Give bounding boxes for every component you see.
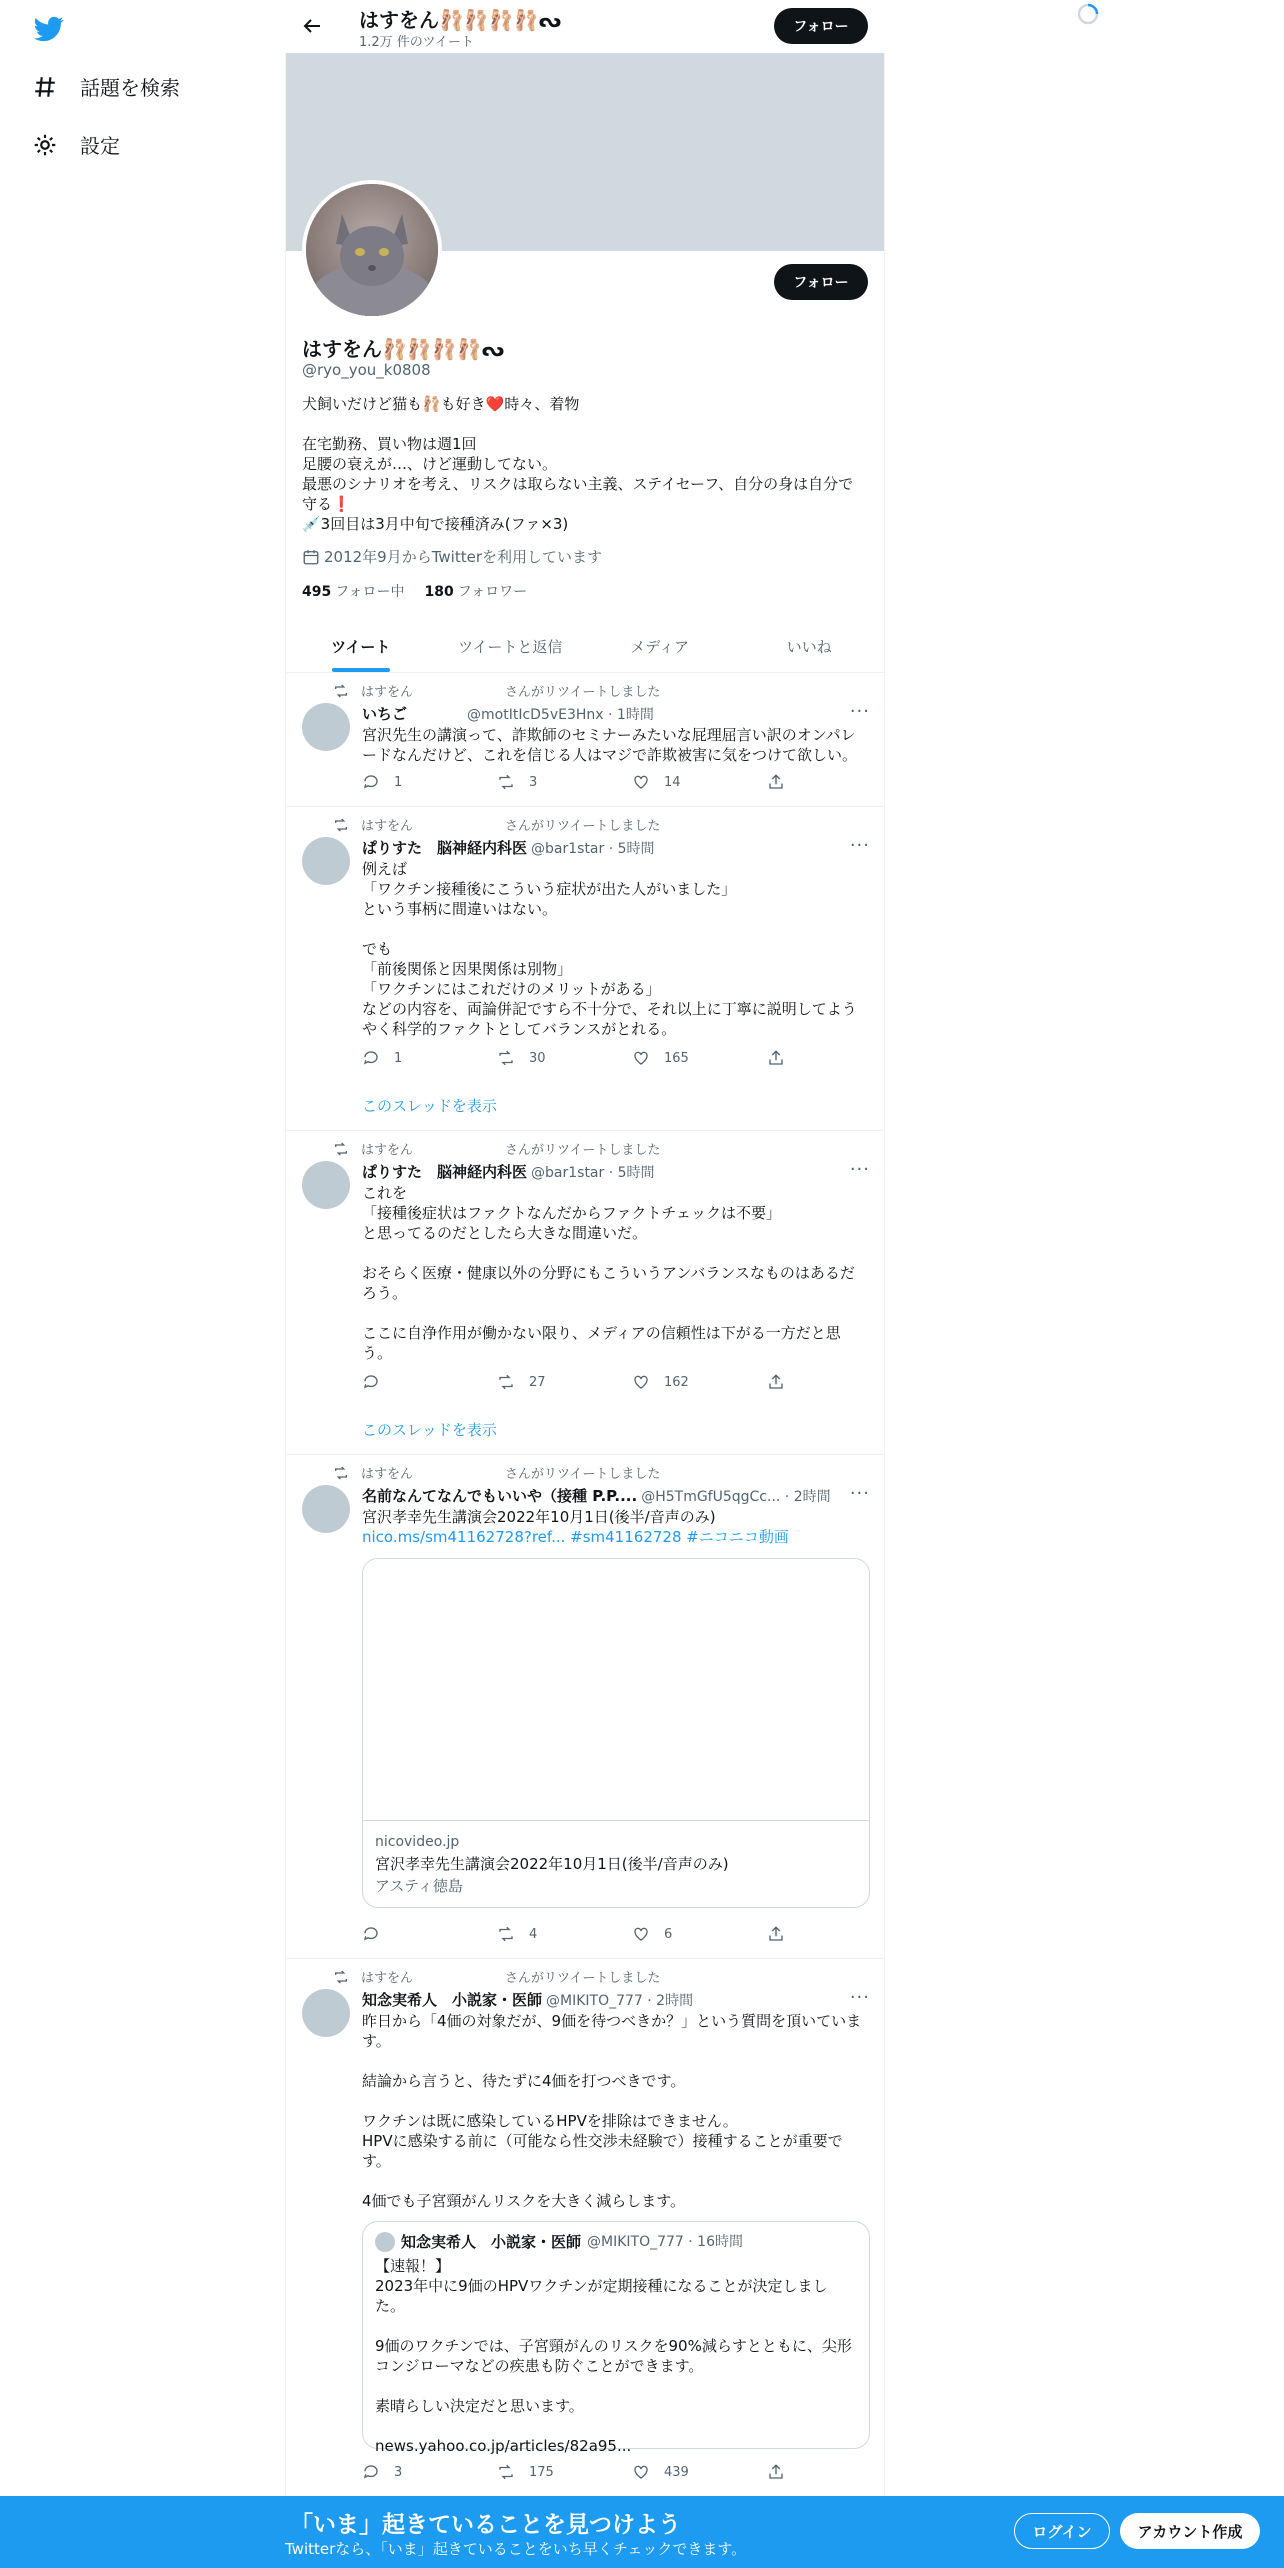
show-thread-link[interactable]: このスレッドを表示	[362, 1097, 497, 1115]
retweet-suffix: さんがリツイートしました	[505, 819, 661, 834]
tweet-header	[362, 837, 862, 858]
hashtag-icon	[32, 74, 58, 100]
signup-banner-title: 「いま」起きていることを見つけよう	[290, 2512, 681, 2538]
tweet-header	[362, 1989, 862, 2010]
share-icon	[767, 1925, 785, 1943]
card-description: アスティ徳島	[375, 1877, 463, 1895]
reply-count: 1	[394, 774, 403, 790]
tweet[interactable]	[286, 1959, 884, 2499]
avatar[interactable]	[302, 703, 350, 751]
quote-header	[375, 2232, 857, 2252]
retweet-icon	[333, 1141, 349, 1157]
author-handle-time[interactable]: @motItIcD5vE3Hnx · 1時間	[467, 706, 654, 723]
header-follow-button[interactable]: フォロー	[774, 8, 868, 44]
reply-icon	[362, 1925, 380, 1943]
card-image	[363, 1559, 869, 1821]
tweet[interactable]	[286, 1131, 884, 1455]
avatar[interactable]	[302, 1485, 350, 1533]
retweet-button[interactable]	[497, 1373, 632, 1391]
profile-tabs	[286, 620, 884, 673]
heart-icon	[632, 773, 650, 791]
share-icon	[767, 1049, 785, 1067]
tab-likes[interactable]: いいね	[786, 637, 832, 656]
tweet-header	[362, 703, 862, 724]
more-icon[interactable]: ···	[849, 835, 870, 856]
retweet-count: 3	[529, 774, 538, 790]
more-icon[interactable]: ···	[849, 1159, 870, 1180]
quote-text: 【速報！】 2023年中に9価のHPVワクチンが定期接種になることが決定しました。 9価のワクチンでは、子宮頸がんのリスクを90%減らすとともに、尖形コンジローマなどの疾患も防ぐことができます。 素晴らしい決定だと思います。 news.yahoo.co.jp/articles/82a95...	[375, 2257, 852, 2455]
profile-joined	[302, 546, 602, 567]
tweet-text	[362, 1507, 868, 1547]
retweet-label	[333, 1463, 660, 1482]
retweet-icon	[497, 773, 515, 791]
tweet-actions	[362, 1925, 902, 1943]
cat-avatar-image	[306, 184, 438, 316]
tweet-actions	[362, 1049, 902, 1067]
retweeter-name: はすをん	[361, 819, 414, 834]
profile-avatar[interactable]	[302, 180, 442, 320]
retweet-label	[333, 1139, 660, 1158]
profile-joined-text: 2012年9月からTwitterを利用しています	[324, 548, 602, 566]
retweet-icon	[333, 683, 349, 699]
retweet-label	[333, 1967, 660, 1986]
heart-icon	[632, 1373, 650, 1391]
quote-author-name: 知念実希人 小説家・医師	[401, 2233, 582, 2251]
retweet-count: 30	[529, 1050, 546, 1066]
more-icon[interactable]: ···	[849, 701, 870, 722]
retweet-icon	[497, 2463, 515, 2481]
more-icon[interactable]: ···	[849, 1483, 870, 1504]
followers-label: フォロワー	[457, 584, 528, 600]
retweet-button[interactable]	[497, 1049, 632, 1067]
author-handle-time[interactable]: @bar1star · 5時間	[531, 1164, 655, 1181]
author-name[interactable]: 名前なんてなんでもいいや（接種 P.P....	[362, 1487, 638, 1505]
retweet-button[interactable]	[497, 2463, 632, 2481]
retweeter-name: はすをん	[361, 1467, 414, 1482]
like-button[interactable]	[632, 1925, 767, 1943]
nav-explore-label: 話題を検索	[80, 76, 180, 100]
gear-icon	[32, 132, 58, 158]
author-name[interactable]: いちご	[362, 705, 408, 723]
retweet-button[interactable]	[497, 773, 632, 791]
tweet-actions	[362, 773, 902, 791]
reply-count: 1	[394, 1050, 403, 1066]
profile-bio: 犬飼いだけど猫も🩰も好き❤️時々、着物 在宅勤務、買い物は週1回 足腰の衰えが…、けど運動してない。 最悪のシナリオを考え、リスクは取らない主義、ステイセーフ、自分の身は自分で守る❗ 💉3回目は3月中旬で接種済み(ファ×3)	[302, 395, 854, 533]
tweet-header	[362, 1485, 862, 1506]
retweet-suffix: さんがリツイートしました	[505, 1143, 661, 1158]
share-button[interactable]	[767, 1049, 902, 1067]
following-link[interactable]	[302, 581, 405, 601]
share-button[interactable]	[767, 1373, 902, 1391]
avatar[interactable]	[302, 1989, 350, 2037]
share-button[interactable]	[767, 1925, 902, 1943]
author-handle-time[interactable]: @H5TmGfU5qgCc... · 2時間	[641, 1488, 831, 1505]
login-button[interactable]: ログイン	[1014, 2513, 1110, 2549]
like-count: 439	[664, 2464, 689, 2480]
signup-banner	[0, 2496, 1284, 2568]
tweet-text: 昨日から「4価の対象だが、9価を待つべきか？」という質問を頂いています。 結論から言うと、待たずに4価を打つべきです。 ワクチンは既に感染しているHPVを排除はできません。 HPVに感染する前に（可能なら性交渉未経験で）接種することが重要です。 4価でも子宮頸がんリスクを大きく減らします。	[362, 2012, 862, 2210]
retweet-count: 4	[529, 1926, 538, 1942]
reply-icon	[362, 773, 380, 791]
retweet-icon	[497, 1373, 515, 1391]
quoted-tweet[interactable]	[362, 2221, 870, 2455]
reply-button[interactable]	[362, 2463, 497, 2481]
tweet-text-link[interactable]: nico.ms/sm41162728?ref... #sm41162728 #ニコニコ動画	[362, 1528, 789, 1546]
author-name[interactable]: 知念実希人 小説家・医師	[362, 1991, 543, 2009]
nav-settings[interactable]	[32, 130, 120, 159]
retweeter-name: はすをん	[361, 1971, 414, 1986]
author-name[interactable]: ぱりすた 脳神経内科医	[362, 839, 528, 857]
heart-icon	[632, 1925, 650, 1943]
reply-icon	[362, 1373, 380, 1391]
heart-icon	[632, 1049, 650, 1067]
show-thread-link[interactable]: このスレッドを表示	[362, 1421, 497, 1439]
retweet-icon	[333, 1465, 349, 1481]
share-icon	[767, 1373, 785, 1391]
author-handle-time[interactable]: @bar1star · 5時間	[531, 840, 655, 857]
retweet-suffix: さんがリツイートしました	[505, 1467, 661, 1482]
reply-icon	[362, 1049, 380, 1067]
share-icon	[767, 2463, 785, 2481]
tweet[interactable]	[286, 1455, 884, 1959]
profile-stats	[302, 581, 527, 601]
author-handle-time[interactable]: @MIKITO_777 · 2時間	[546, 1992, 694, 2009]
followers-link[interactable]	[425, 581, 528, 601]
quote-meta: @MIKITO_777 · 16時間	[587, 2234, 743, 2250]
like-count: 162	[664, 1374, 689, 1390]
heart-icon	[632, 2463, 650, 2481]
reply-icon	[362, 2463, 380, 2481]
card-title: 宮沢孝幸先生講演会2022年10月1日(後半/音声のみ)	[375, 1855, 729, 1873]
tab-media[interactable]: メディア	[630, 637, 690, 656]
avatar[interactable]	[302, 1161, 350, 1209]
retweet-button[interactable]	[497, 1925, 632, 1943]
followers-count: 180	[424, 584, 454, 600]
retweeter-name: はすをん	[361, 1143, 414, 1158]
tab-tweets[interactable]: ツイート	[286, 620, 436, 672]
retweet-count: 175	[529, 2464, 554, 2480]
tweet-text-main: 宮沢孝幸先生講演会2022年10月1日(後半/音声のみ)	[362, 1508, 716, 1526]
like-count: 165	[664, 1050, 689, 1066]
profile-name: はすをん🩰🩰🩰🩰ᔓ	[302, 337, 505, 361]
retweet-count: 27	[529, 1374, 546, 1390]
tweet[interactable]	[286, 673, 884, 807]
tab-tweets-and-replies[interactable]: ツイートと返信	[458, 637, 563, 656]
like-button[interactable]	[632, 2463, 767, 2481]
card-body	[363, 1821, 869, 1907]
nav-explore[interactable]	[32, 72, 180, 101]
loading-spinner-icon	[1076, 2, 1100, 26]
reply-button[interactable]	[362, 773, 497, 791]
retweet-label	[333, 815, 660, 834]
tweet-actions	[362, 2463, 902, 2481]
author-name[interactable]: ぱりすた 脳神経内科医	[362, 1163, 528, 1181]
retweet-icon	[333, 817, 349, 833]
share-icon	[767, 773, 785, 791]
tweet-header	[362, 1161, 862, 1182]
header-name: はすをん🩰🩰🩰🩰ᔓ	[359, 8, 562, 32]
retweet-suffix: さんがリツイートしました	[505, 685, 661, 700]
share-button[interactable]	[767, 2463, 902, 2481]
more-icon[interactable]: ···	[849, 1987, 870, 2008]
retweet-icon	[497, 1049, 515, 1067]
share-button[interactable]	[767, 773, 902, 791]
tweet[interactable]	[286, 807, 884, 1131]
link-card[interactable]	[362, 1558, 870, 1908]
reply-count: 3	[394, 2464, 403, 2480]
retweet-label	[333, 681, 660, 700]
profile-handle: @ryo_you_k0808	[302, 361, 431, 379]
following-count: 495	[302, 584, 332, 600]
tweet-text: 例えば 「ワクチン接種後にこういう症状が出た人がいました」 という事柄に間違いはない。 でも 「前後関係と因果関係は別物」 「ワクチンにはこれだけのメリットがある」 などの内容を、両論併記ですら不十分で、それ以上に丁寧に説明してようやく科学的ファクトとしてバランスがとれる。	[362, 860, 857, 1038]
retweet-suffix: さんがリツイートしました	[505, 1971, 661, 1986]
twitter-logo-icon[interactable]	[32, 14, 66, 44]
reply-button[interactable]	[362, 1925, 497, 1943]
signup-button[interactable]: アカウント作成	[1120, 2513, 1260, 2549]
tweet-text: これを 「接種後症状はファクトなんだからファクトチェックは不要」 と思ってるのだとしたら大きな間違いだ。 おそらく医療・健康以外の分野にもこういうアンバランスなものはあるだろう。 ここに自浄作用が働かない限り、メディアの信頼性は下がる一方だと思う。	[362, 1184, 855, 1362]
reply-button[interactable]	[362, 1049, 497, 1067]
signup-banner-subtitle: Twitterなら、「いま」起きていることをいち早くチェックできます。	[285, 2540, 747, 2558]
tweet-text: 宮沢先生の講演って、詐欺師のセミナーみたいな屁理屈言い訳のオンパレードなんだけど、これを信じる人はマジで詐欺被害に気をつけて欲しい。	[362, 726, 858, 764]
following-label: フォロー中	[335, 584, 405, 600]
calendar-icon	[302, 548, 320, 566]
card-domain: nicovideo.jp	[375, 1834, 460, 1850]
like-button[interactable]	[632, 773, 767, 791]
tweet-actions	[362, 1373, 902, 1391]
back-arrow-icon[interactable]	[300, 14, 324, 38]
like-count: 6	[664, 1926, 673, 1942]
avatar[interactable]	[302, 837, 350, 885]
like-button[interactable]	[632, 1049, 767, 1067]
retweeter-name: はすをん	[361, 685, 414, 700]
retweet-icon	[333, 1969, 349, 1985]
like-count: 14	[664, 774, 681, 790]
profile-follow-button[interactable]: フォロー	[774, 264, 868, 300]
reply-button[interactable]	[362, 1373, 497, 1391]
nav-settings-label: 設定	[80, 134, 120, 158]
quote-avatar	[375, 2232, 395, 2252]
like-button[interactable]	[632, 1373, 767, 1391]
header-tweet-count: 1.2万 件のツイート	[359, 35, 474, 50]
retweet-icon	[497, 1925, 515, 1943]
